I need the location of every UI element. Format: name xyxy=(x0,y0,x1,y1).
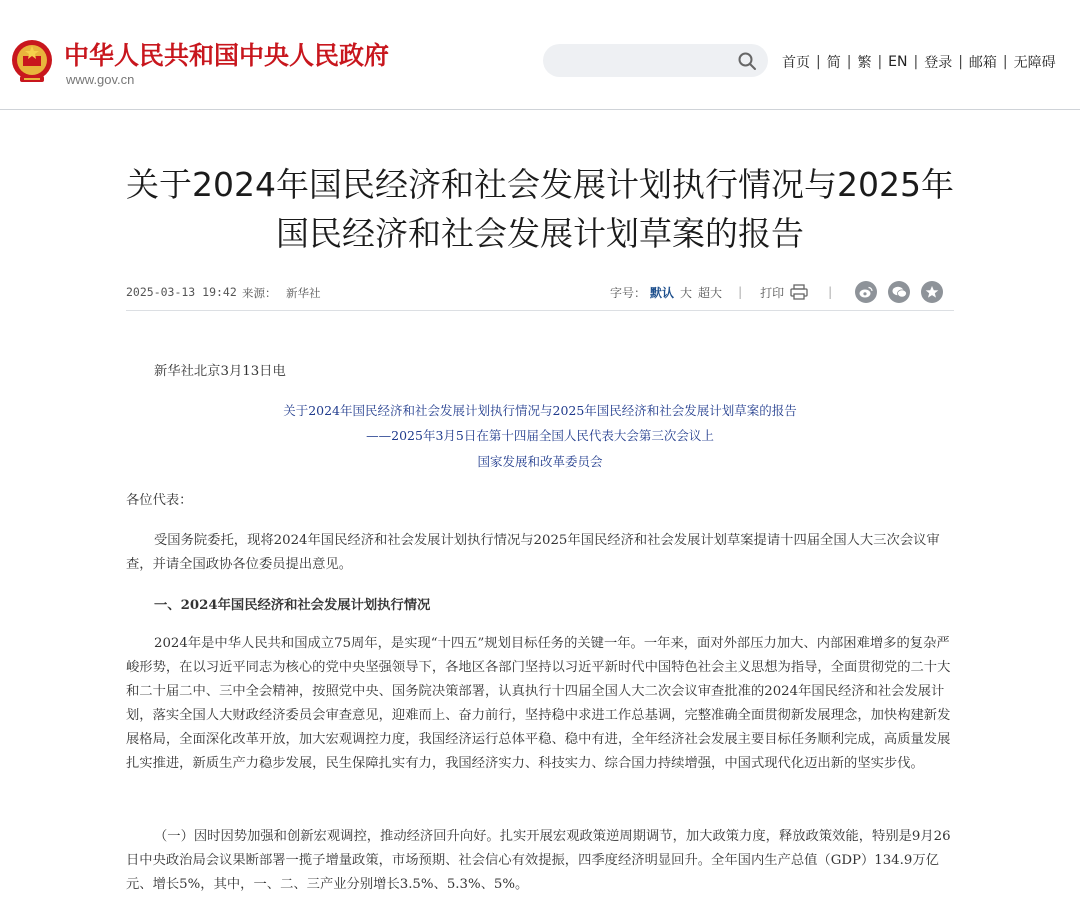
wechat-icon[interactable] xyxy=(888,281,910,303)
print-label: 打印 xyxy=(760,285,785,300)
nav-home[interactable]: 首页 xyxy=(782,55,810,71)
source-label: 来源： xyxy=(242,286,277,300)
paragraph-overview: 2024年是中华人民共和国成立75周年，是实现“十四五”规划目标任务的关键一年。一年来，面对外部压力加大、内部困难增多的复杂严峻形势，在以习近平同志为核心的党中央坚强领导下，各地区各部门坚持以习近平新时代中国特色社会主义思想为指导，全面贯彻党的二十大和二十届二中、三中全会精神，按照党中央、国务院决策部署，认真执行十四届全国人大二次会议审查批准的2024年国民经济和社会发展计划，落实全国人大财政经济委员会审查意见，迎难而上、奋力前行，坚持稳中求进工作总基调，完整准确全面贯彻新发展理念，加快构建新发展格局，全面深化改革开放，加大宏观调控力度，我国经济运行总体平稳、稳中有进，全年经济社会发展主要目标任务顺利完成，高质量发展扎实推进，新质生产力稳步发展，民生保障扎实有力，我国经济实力、科技实力、综合国力持续增强，中国式现代化迈出新的坚实步伐。 xyxy=(126,636,951,771)
meta-divider xyxy=(126,310,954,311)
nav-mail[interactable]: 邮箱 xyxy=(968,55,997,71)
article-title xyxy=(0,160,1080,258)
search-input[interactable] xyxy=(543,44,768,77)
font-size-default[interactable]: 默认 xyxy=(650,285,675,300)
nav-separator: | xyxy=(877,54,883,70)
section-heading: 一、2024年国民经济和社会发展计划执行情况 xyxy=(154,598,431,613)
report-title: 关于2024年国民经济和社会发展计划执行情况与2025年国民经济和社会发展计划草案的报告 xyxy=(283,403,797,418)
weibo-icon[interactable] xyxy=(855,281,877,303)
report-author: 国家发展和改革委员会 xyxy=(477,454,603,469)
nav-separator: | xyxy=(1002,54,1008,70)
publish-date: 2025-03-13 19:42 xyxy=(126,285,237,299)
source-name: 新华社 xyxy=(286,286,321,300)
site-header xyxy=(0,0,1080,110)
top-navigation xyxy=(782,52,1056,72)
nav-english[interactable]: EN xyxy=(888,54,908,70)
printer-icon xyxy=(790,284,808,300)
paragraph-macro-control: （一）因时因势加强和创新宏观调控，推动经济回升向好。扎实开展宏观政策逆周期调节，加大政策力度，释放政策效能，特别是9月26日中央政治局会议果断部署一揽子增量政策，市场预期、社会信心有效提振，四季度经济明显回升。全年国内生产总值（GDP）134.9万亿元、增长5%，其中，一、二、三产业分别增长3.5%、5.3%、5%。 xyxy=(126,829,951,892)
nav-simplified[interactable]: 简 xyxy=(826,55,841,71)
nav-separator: | xyxy=(913,54,919,70)
article-title-line1: 关于2024年国民经济和社会发展计划执行情况与2025年 xyxy=(126,165,954,204)
salutation: 各位代表： xyxy=(126,493,193,508)
search-icon[interactable] xyxy=(737,51,757,71)
article-tools xyxy=(610,280,943,304)
dateline: 新华社北京3月13日电 xyxy=(154,364,286,379)
font-size-large[interactable]: 大 xyxy=(680,285,693,300)
site-name[interactable]: 中华人民共和国中央人民政府 xyxy=(64,41,390,70)
nav-separator: | xyxy=(958,54,963,70)
nav-separator: | xyxy=(816,54,821,70)
site-url[interactable]: www.gov.cn xyxy=(66,72,135,87)
nav-accessibility[interactable]: 无障碍 xyxy=(1013,55,1056,71)
national-emblem-icon[interactable] xyxy=(10,38,54,86)
font-size-xlarge[interactable]: 超大 xyxy=(698,285,723,300)
paragraph-intro: 受国务院委托，现将2024年国民经济和社会发展计划执行情况与2025年国民经济和社会发展计划草案提请十四届全国人大三次会议审查，并请全国政协各位委员提出意见。 xyxy=(126,533,940,572)
article-title-line2: 国民经济和社会发展计划草案的报告 xyxy=(276,214,804,253)
favorite-icon[interactable] xyxy=(921,281,943,303)
nav-login[interactable]: 登录 xyxy=(924,55,953,71)
font-size-label: 字号： xyxy=(610,285,647,300)
nav-separator: | xyxy=(846,54,852,70)
tools-divider: | xyxy=(828,285,833,299)
tools-divider: | xyxy=(738,285,743,299)
report-subtitle: ——2025年3月5日在第十四届全国人民代表大会第三次会议上 xyxy=(366,428,714,443)
nav-traditional[interactable]: 繁 xyxy=(857,55,872,71)
print-button[interactable] xyxy=(760,284,808,301)
